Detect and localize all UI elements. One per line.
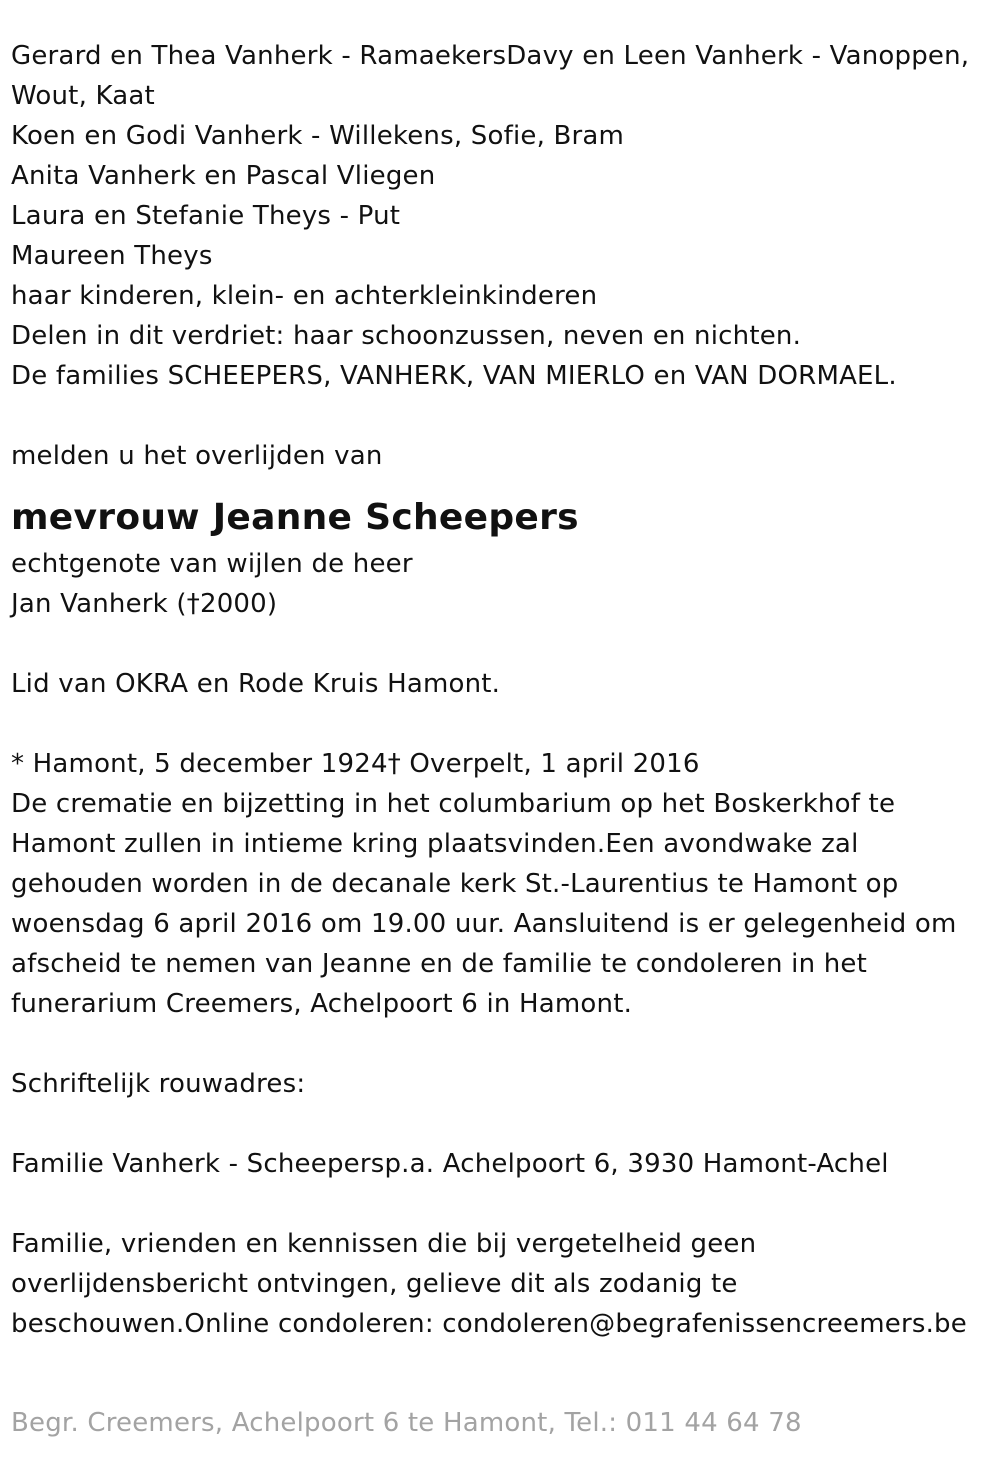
family-line: Anita Vanherk en Pascal Vliegen (11, 161, 436, 191)
details-line: woensdag 6 april 2016 om 19.00 uur. Aansluitend is er gelegenheid om (11, 909, 957, 939)
family-line: Koen en Godi Vanherk - Willekens, Sofie, Bram (11, 121, 625, 151)
spacer (11, 704, 991, 744)
family-line: haar kinderen, klein- en achterkleinkinderen (11, 281, 598, 311)
family-line: De families SCHEEPERS, VANHERK, VAN MIERLO en VAN DORMAEL. (11, 361, 897, 391)
details-line: afscheid te nemen van Jeanne en de familie te condoleren in het (11, 949, 867, 979)
family-line: Maureen Theys (11, 241, 213, 271)
announcement-text: melden u het overlijden van (11, 441, 383, 471)
closing-line: beschouwen.Online condoleren: condoleren@begrafenissencreemers.be (11, 1309, 967, 1339)
details-line: De crematie en bijzetting in het columbarium op het Boskerkhof te (11, 789, 896, 819)
address-label: Schriftelijk rouwadres: (11, 1069, 306, 1099)
spacer (11, 624, 991, 664)
details-line: funerarium Creemers, Achelpoort 6 in Hamont. (11, 989, 633, 1019)
spacer (11, 1104, 991, 1144)
deceased-name: mevrouw Jeanne Scheepers (11, 497, 579, 538)
family-line: Gerard en Thea Vanherk - RamaekersDavy en Leen Vanherk - Vanoppen, (11, 41, 970, 71)
ceremony-details (11, 744, 991, 1024)
family-line: Wout, Kaat (11, 81, 155, 111)
membership-text: Lid van OKRA en Rode Kruis Hamont. (11, 669, 501, 699)
closing-line: overlijdensbericht ontvingen, gelieve dit als zodanig te (11, 1269, 738, 1299)
spacer (11, 1184, 991, 1224)
family-line: Delen in dit verdriet: haar schoonzussen, neven en nichten. (11, 321, 802, 351)
spacer (11, 1024, 991, 1064)
spouse-line: Jan Vanherk (†2000) (11, 589, 278, 619)
closing-note (11, 1224, 991, 1344)
details-line: * Hamont, 5 december 1924† Overpelt, 1 april 2016 (11, 749, 700, 779)
spacer (11, 396, 991, 436)
family-line: Laura en Stefanie Theys - Put (11, 201, 401, 231)
obituary-document (11, 36, 991, 1344)
funeral-home-footer: Begr. Creemers, Achelpoort 6 te Hamont, Tel.: 011 44 64 78 (11, 1408, 802, 1438)
details-line: gehouden worden in de decanale kerk St.-Laurentius te Hamont op (11, 869, 899, 899)
closing-line: Familie, vrienden en kennissen die bij vergetelheid geen (11, 1229, 757, 1259)
family-list (11, 36, 991, 396)
address-value: Familie Vanherk - Scheepersp.a. Achelpoort 6, 3930 Hamont-Achel (11, 1149, 889, 1179)
spouse-line: echtgenote van wijlen de heer (11, 549, 413, 579)
details-line: Hamont zullen in intieme kring plaatsvinden.Een avondwake zal (11, 829, 859, 859)
